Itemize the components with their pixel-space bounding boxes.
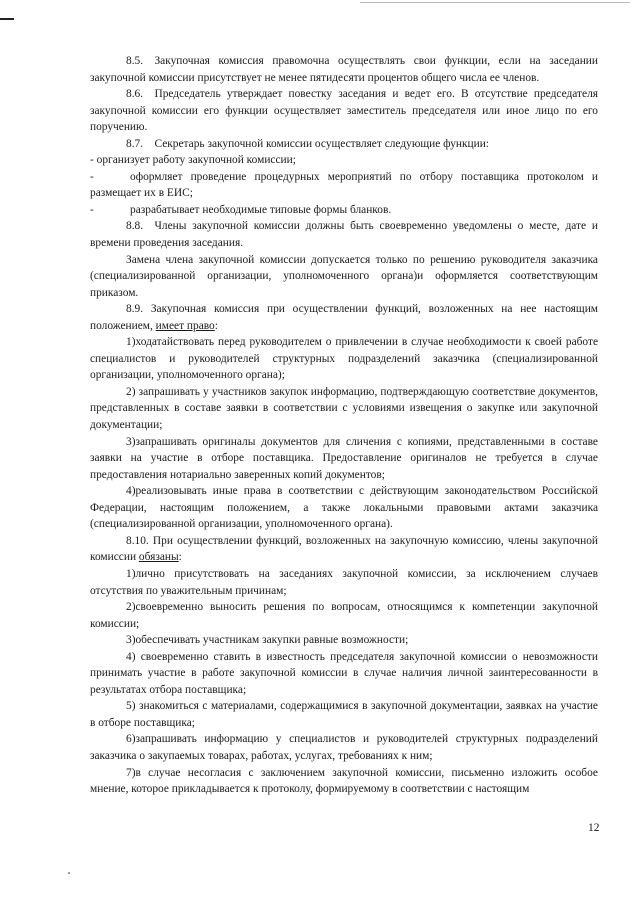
paragraph-8-9-item-1: 1)ходатайствовать перед руководителем о привлечении в случае необходимости к своей работе специалистов и руководителей структурных подразделений заказчика (специализированной организации, уполномоченного органа); xyxy=(90,336,598,382)
scan-artifact-left-mark xyxy=(0,18,14,20)
paragraph-8-7: 8.7. Секретарь закупочной комиссии осуществляет следующие функции: xyxy=(126,137,489,150)
paragraph-8-10 xyxy=(90,533,598,566)
paragraph-8-7-item-2-text: оформляет проведение процедурных мероприятий по отбору поставщика протоколом и размещает их в ЕИС; xyxy=(90,170,598,200)
paragraph-8-8: 8.8. Члены закупочной комиссии должны быть своевременно уведомлены о месте, дате и времени проведения заседания. xyxy=(90,220,598,250)
paragraph-8-7-item-2 xyxy=(90,169,598,202)
paragraph-8-9-item-2: 2) запрашивать у участников закупок информацию, подтверждающую соответствие документов, представленных в составе заявки в соответствии с условиями извещения о закупке или закупочной документации; xyxy=(90,385,598,432)
paragraph-8-10-underlined: обязаны xyxy=(138,551,179,564)
paragraph-8-10-tail: : xyxy=(178,551,182,564)
paragraph-8-10-item-1: 1)лично присутствовать на заседаниях закупочной комиссии, за исключением случаев отсутствия по уважительным причинам; xyxy=(90,567,598,597)
paragraph-8-10-item-7: 7)в случае несогласия с заключением закупочной комиссии, письменно изложить особое мнение, которое прикладывается к протоколу, формируемому в соответствии с настоящим xyxy=(90,766,598,796)
page-number: 12 xyxy=(588,822,600,834)
paragraph-8-10-lead: 8.10. При осуществлении функций, возложенных на закупочную комиссию, члены закупочной комиссии xyxy=(90,534,598,564)
paragraph-8-9-item-4: 4)реализовывать иные права в соответствии с действующим законодательством Российской Федерации, настоящим положением, а также локальными правовыми актами заказчика (специализированной организации, уполномоченного органа). xyxy=(90,485,598,531)
paragraph-8-5: 8.5. Закупочная комиссия правомочна осуществлять свои функции, если на заседании закупочной комиссии присутствует не менее пятидесяти процентов общего числа ее членов. xyxy=(90,55,598,84)
paragraph-8-9-underlined: имеет право xyxy=(155,319,215,332)
paragraph-8-8-replacement: Замена члена закупочной комиссии допускается только по решению руководителя заказчика (специализированной организации, уполномоченного органа)и оформляется соответствующим приказом. xyxy=(90,253,598,299)
paragraph-8-6: 8.6. Председатель утверждает повестку заседания и ведет его. В отсутствие председателя закупочной комиссии его функции осуществляет заместитель председателя или иное лицо по его поручению. xyxy=(90,88,598,134)
paragraph-8-10-item-6: 6)запрашивать информацию у специалистов и руководителей структурных подразделений заказчика о закупаемых товарах, работах, услугах, требованиях к ним; xyxy=(90,733,598,762)
paragraph-8-10-item-2: 2)своевременно выносить решения по вопросам, относящимся к компетенции закупочной комиссии; xyxy=(90,601,598,630)
bullet-dash: - xyxy=(90,170,94,183)
document-body xyxy=(90,53,598,798)
paragraph-8-7-item-3-text: разрабатывает необходимые типовые формы бланков. xyxy=(130,203,392,216)
scan-artifact-top-line xyxy=(360,2,630,3)
paragraph-8-10-item-3: 3)обеспечивать участникам закупки равные возможности; xyxy=(126,634,409,647)
paragraph-8-9-tail: : xyxy=(214,319,218,332)
paragraph-8-9 xyxy=(90,301,598,334)
paragraph-8-10-item-4: 4) своевременно ставить в известность председателя закупочной комиссии о невозможности принимать участие в работе закупочной комиссии в случае наличия личной заинтересованности в результатах отбора поставщика; xyxy=(90,650,598,696)
scan-artifact-dot xyxy=(68,872,70,874)
paragraph-8-9-lead: 8.9. Закупочная комиссия при осуществлении функций, возложенных на нее настоящим положением, xyxy=(90,303,598,332)
bullet-dash: - xyxy=(90,203,94,216)
paragraph-8-10-item-5: 5) знакомиться с материалами, содержащимися в закупочной документации, заявках на участие в отборе поставщика; xyxy=(90,700,598,729)
paragraph-8-7-item-1: - организует работу закупочной комиссии; xyxy=(90,154,296,167)
paragraph-8-9-item-3: 3)запрашивать оригиналы документов для сличения с копиями, представленными в составе заявки на участие в отборе поставщика. Предоставление оригиналов не требуется в случае предоставления нотариально заверенных копий документов; xyxy=(90,435,598,481)
paragraph-8-7-item-3 xyxy=(90,202,598,219)
